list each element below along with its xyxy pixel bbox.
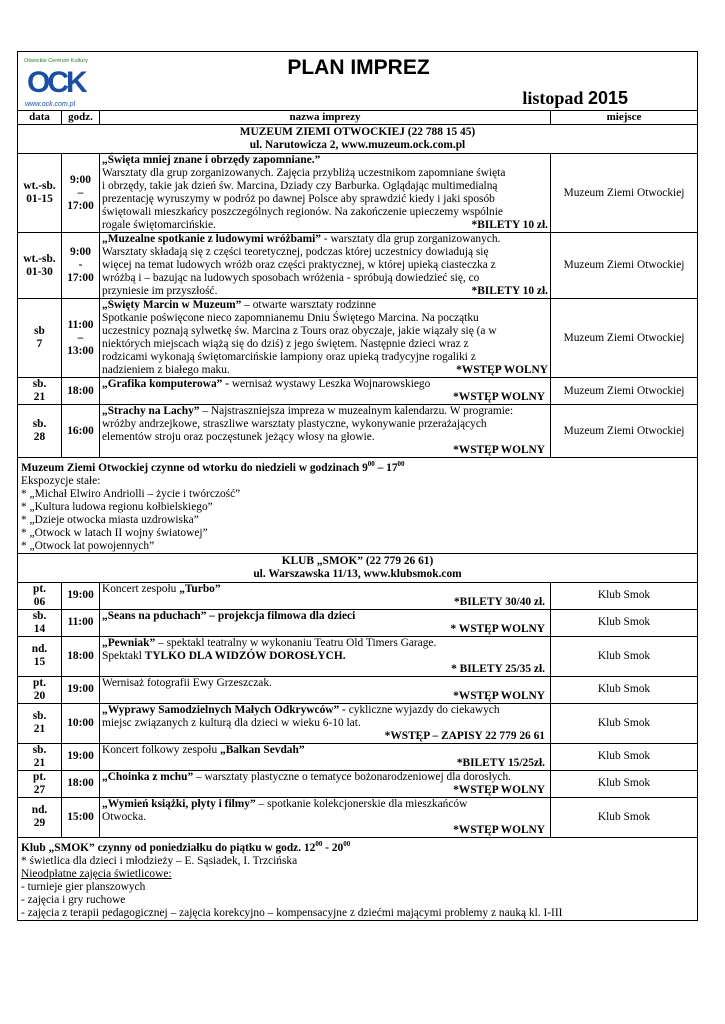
museum-address: ul. Narutowicza 2, www.muzeum.ock.com.pl (249, 139, 466, 151)
event-text-line2: miejsc związanych z kulturą dla dzieci w wieku 6-10 lat. (102, 716, 361, 729)
event-title: „Strachy na Lachy” (102, 405, 200, 417)
event-time-part: 17:00 (67, 199, 94, 212)
event-date-part: pt. (33, 676, 46, 689)
museum-hours-text: Muzeum Ziemi Otwockiej czynne od wtorku do niedzieli w godzinach 9 (21, 461, 368, 474)
event-text-line (102, 717, 548, 730)
museum-events (18, 154, 698, 458)
event-last-line (102, 364, 548, 377)
event-title-line (102, 233, 548, 246)
event-time: 19:00 (62, 582, 100, 609)
event-date-part: 01-15 (26, 193, 53, 205)
event-date-part: 21 (33, 391, 46, 403)
event-description (100, 797, 551, 837)
event-ticket: * BILETY 25/35 zł. (451, 662, 545, 675)
event-place: Klub Smok (551, 797, 698, 837)
exhibitions-label: Ekspozycje stałe: (21, 474, 101, 487)
event-title-rest: – Najstraszniejsza impreza w muzealnym kalendarzu. W programie: (199, 405, 514, 417)
event-title-line (102, 771, 548, 784)
event-text-line: Warsztaty składają się z części teoretycznej, podczas której uczestnicy dowiadują się (102, 246, 489, 258)
event-description (100, 582, 551, 609)
event-date (18, 233, 62, 299)
museum-hours-close: – 17 (374, 461, 398, 474)
smok-events (18, 582, 698, 837)
event-ticket: * WSTĘP WOLNY (450, 622, 545, 635)
event-text-line: rodzicami wykonają świętomarcińskie lampiony oraz upieką tradycyjne rogaliki z (102, 351, 476, 363)
event-description (100, 743, 551, 770)
event-text-last: rogale świętomarcińskie. (102, 219, 216, 231)
event-time-part: – (77, 331, 84, 344)
event-description (100, 676, 551, 703)
col-header-date: data (18, 111, 62, 125)
event-date-part: 01-30 (26, 265, 53, 278)
event-place: Muzeum Ziemi Otwockiej (551, 378, 698, 405)
event-place: Muzeum Ziemi Otwockiej (551, 154, 698, 233)
event-text-line: wróżby andrzejkowe, straszliwe warsztaty plastyczne, wykonywanie przerażających (102, 418, 487, 430)
event-title-line (102, 637, 548, 650)
event-date-part: 06 (33, 595, 46, 608)
event-title: „Pewniak” (102, 636, 156, 649)
event-time-part: - (78, 259, 83, 271)
event-date-part: 21 (33, 723, 46, 736)
month-year (522, 88, 628, 108)
event-date-part: sb. (32, 710, 47, 723)
event-ticket: *WSTĘP WOLNY (456, 364, 548, 376)
event-ticket: *BILETY 10 zł. (471, 219, 548, 231)
event-title: „Muzealne spotkanie z ludowymi wróżbami” (102, 233, 321, 245)
event-time-part: 11:00 (67, 318, 94, 331)
event-description (100, 636, 551, 676)
free-activity-item: - zajęcia i gry ruchowe (21, 893, 126, 906)
smok-event-row (18, 582, 698, 609)
logo-letters: OCK (27, 66, 85, 99)
event-place: Klub Smok (551, 582, 698, 609)
event-time-part: – (77, 186, 84, 199)
event-text-post: cykliczne wyjazdy do ciekawych (345, 703, 500, 716)
event-last-line (102, 285, 548, 298)
event-date-part: sb. (32, 743, 47, 756)
event-ticket: *WSTĘP – ZAPISY 22 779 26 61 (384, 729, 545, 742)
event-title-rest: wernisaż wystawy Leszka Wojnarowskiego (228, 378, 431, 390)
event-time-part: 13:00 (67, 344, 94, 357)
event-text-line: Spotkanie poświęcone nieco zapomnianemu Dniu Świętego Marcina. Na początku (102, 312, 479, 324)
event-date-part: sb. (32, 378, 47, 390)
smok-event-row (18, 770, 698, 797)
event-place: Klub Smok (551, 636, 698, 676)
col-header-place: miejsce (551, 111, 698, 125)
event-date-part: sb (34, 325, 45, 337)
event-date (18, 582, 62, 609)
event-place: Klub Smok (551, 743, 698, 770)
event-text-pre: Wernisaż fotografii Ewy Grzeszczak. (102, 676, 272, 689)
event-date-part: nd. (31, 643, 48, 656)
event-date-part: pt. (33, 582, 46, 595)
event-time: 15:00 (62, 797, 100, 837)
museum-event-row (18, 378, 698, 405)
event-text-line2: Otwocka. (102, 810, 146, 823)
event-title-line (102, 583, 548, 596)
free-activity-item: - zajęcia z terapii pedagogicznej – zajęcia korekcyjno – kompensacyjne z dziećmi mającymi problemy z nauką kl. I-III (21, 906, 563, 919)
event-date (18, 770, 62, 797)
event-time: 19:00 (62, 743, 100, 770)
event-place: Klub Smok (551, 676, 698, 703)
event-time-part: 9:00 (70, 246, 91, 258)
smok-info-line: * świetlica dla dzieci i młodzieży – E. Sąsiadek, I. Trzcińska (21, 854, 298, 867)
event-date-part: 7 (36, 338, 43, 350)
logo-caption: Otwockie Centrum Kultury (24, 58, 88, 64)
event-time (62, 299, 100, 378)
event-text-last: nadzieniem z białego maku. (102, 364, 230, 376)
event-place: Klub Smok (551, 770, 698, 797)
event-title-line (102, 154, 548, 167)
event-text-pre: Koncert zespołu (102, 582, 180, 595)
event-place: Muzeum Ziemi Otwockiej (551, 405, 698, 458)
event-time: 19:00 (62, 676, 100, 703)
event-date-part: 27 (33, 783, 46, 796)
event-title: „Choinka z mchu” (102, 770, 194, 783)
event-plan-page (17, 51, 698, 921)
event-date-part: 14 (33, 622, 46, 635)
event-title-line (102, 610, 548, 623)
event-text-line: świętowali mieszkańcy poszczególnych regionów. Na zakończenie upieczemy wspólnie (102, 206, 503, 218)
event-ticket: *WSTĘP WOLNY (453, 783, 545, 796)
museum-event-row (18, 299, 698, 378)
month-label: listopad (522, 88, 584, 108)
exhibition-item: * „Otwock w latach II wojny światowej” (21, 526, 208, 539)
event-title: „Grafika komputerowa” - (102, 378, 229, 390)
museum-hours (21, 458, 694, 475)
event-date (18, 743, 62, 770)
event-time (62, 378, 100, 405)
event-text-line: Warsztaty dla grup zorganizowanych. Zajęcia przybliżą uczestnikom zapomniane święta (102, 167, 506, 179)
event-ticket: *WSTĘP WOLNY (453, 444, 545, 456)
event-date-part: 29 (33, 817, 46, 830)
event-text-post: – spektakl teatralny w wykonaniu Teatru Old Timers Garage. (155, 636, 437, 649)
museum-event-row (18, 233, 698, 299)
smok-event-row (18, 797, 698, 837)
event-title: „Seans na pduchach” – projekcja filmowa dla dzieci (102, 609, 356, 622)
event-date-part: 20 (33, 689, 46, 702)
event-date (18, 797, 62, 837)
year-label: 2015 (587, 88, 628, 108)
title-row (18, 52, 698, 111)
event-date-part: wt.-sb. (23, 180, 56, 192)
museum-info-row (18, 458, 698, 554)
event-time (62, 233, 100, 299)
smok-event-row (18, 676, 698, 703)
event-title: „Wymień książki, płyty i filmy” (102, 797, 256, 810)
museum-section-header (18, 125, 698, 154)
col-header-time: godz. (62, 111, 100, 125)
event-date-part: 15 (33, 656, 46, 669)
event-title-line (102, 378, 548, 391)
event-title: „Święta mniej znane i obrzędy zapomniane.” (102, 154, 321, 166)
event-description (100, 233, 551, 299)
event-description (100, 299, 551, 378)
smok-info-lines (21, 855, 694, 868)
event-place: Muzeum Ziemi Otwockiej (551, 233, 698, 299)
event-date-part: sb. (32, 418, 47, 430)
event-title-rest: - warsztaty dla grup zorganizowanych. (320, 233, 501, 245)
event-ticket: *BILETY 15/25zł. (456, 756, 545, 769)
event-text-line: wróżbą i – bazując na ludowych sposobach wróżenia - spróbują dowiedzieć się, co (102, 272, 480, 284)
event-ticket: *WSTĘP WOLNY (453, 823, 545, 836)
event-date (18, 405, 62, 458)
smok-hours-text: Klub „SMOK” czynny od poniedziałku do piątku w godz. 12 (21, 841, 316, 854)
smok-hours-close-sup: 00 (343, 839, 351, 848)
event-date-part: nd. (31, 804, 48, 817)
event-time-part: 18:00 (67, 384, 94, 397)
museum-event-row (18, 405, 698, 458)
event-date (18, 676, 62, 703)
event-date-part: pt. (33, 770, 46, 783)
event-place: Muzeum Ziemi Otwockiej (551, 299, 698, 378)
smok-event-row (18, 609, 698, 636)
event-date-part: wt.-sb. (23, 252, 56, 265)
smok-name: KLUB „SMOK” (22 779 26 61) (281, 554, 434, 567)
page-title: PLAN IMPREZ (287, 56, 430, 79)
event-ticket: *BILETY 10 zł. (471, 285, 548, 297)
logo-url: www.ock.com.pl (25, 101, 76, 108)
event-text-post: – spotkanie kolekcjonerskie dla mieszkańców (255, 797, 468, 810)
event-ticket: *BILETY 30/40 zł. (453, 595, 545, 608)
museum-name: MUZEUM ZIEMI OTWOCKIEJ (22 788 15 45) (239, 126, 476, 138)
event-date (18, 703, 62, 743)
event-time (62, 405, 100, 458)
event-date (18, 636, 62, 676)
event-date-part: 21 (33, 756, 46, 769)
museum-hours-close-sup: 00 (397, 460, 405, 468)
event-description (100, 770, 551, 797)
event-text-line (102, 811, 548, 824)
smok-event-row (18, 636, 698, 676)
free-activities-list (21, 881, 694, 920)
event-text-pre: Koncert folkowy zespołu (102, 743, 220, 756)
event-text-line: więcej na temat ludowych wróżb oraz części praktycznej, w której upieką ciasteczka z (102, 259, 496, 271)
event-ticket: *WSTĘP WOLNY (453, 391, 545, 403)
event-date-part: 28 (33, 431, 46, 443)
event-description (100, 609, 551, 636)
museum-hours-open-sup: 00 (367, 460, 375, 468)
event-time-part: 16:00 (67, 424, 94, 437)
event-date (18, 609, 62, 636)
event-title: „Balkan Sevdah” (220, 743, 305, 756)
event-title: „Turbo” (179, 582, 221, 595)
free-activities-label: Nieodpłatne zajęcia świetlicowe: (21, 867, 172, 880)
event-title-line (102, 677, 548, 690)
event-date-part: sb. (32, 609, 47, 622)
event-title: „Wyprawy Samodzielnych Małych Odkrywców” - (102, 703, 346, 716)
event-text-line2: Spektakl (102, 649, 145, 662)
event-date (18, 378, 62, 405)
event-time: 10:00 (62, 703, 100, 743)
exhibition-item: * „Otwock lat powojennych” (21, 539, 155, 552)
event-date (18, 154, 62, 233)
event-time (62, 154, 100, 233)
event-time-part: 9:00 (70, 173, 91, 186)
event-text-post: – warsztaty plastyczne o tematyce bożonarodzeniowej dla dorosłych. (193, 770, 512, 783)
exhibition-item: * „Kultura ludowa regionu kołbielskiego” (21, 500, 213, 513)
museum-event-row (18, 154, 698, 233)
exhibition-item: * „Dzieje otwocka miasta uzdrowiska” (21, 513, 199, 526)
event-time: 18:00 (62, 636, 100, 676)
smok-hours (21, 838, 694, 855)
event-title-line (102, 798, 548, 811)
event-text-line: uczestnicy poznają sylwetkę św. Marcina z Tours oraz obyczaje, jakie wiązały się (a w (102, 325, 497, 337)
event-description (100, 405, 551, 458)
event-ticket: *WSTĘP WOLNY (453, 689, 545, 702)
event-description (100, 154, 551, 233)
smok-hours-open-sup: 00 (315, 839, 323, 848)
event-title: „Święty Marcin w Muzeum” (102, 299, 242, 311)
smok-hours-close: - 20 (322, 841, 344, 854)
event-title-line (102, 405, 548, 418)
event-description (100, 378, 551, 405)
exhibitions-list (21, 488, 694, 553)
event-date (18, 299, 62, 378)
event-time: 18:00 (62, 770, 100, 797)
smok-address: ul. Warszawska 11/13, www.klubsmok.com (253, 567, 462, 580)
smok-section-header (18, 553, 698, 582)
event-text-line: i obrzędy, takie jak dzień św. Marcina, Dziady czy Barburka. Oglądając multimedialną (102, 180, 498, 192)
event-title-rest: – otwarte warsztaty rodzinne (241, 299, 377, 311)
event-text-line (102, 650, 548, 663)
event-text-line: elementów stroju oraz poczęstunek jeżący włosy na głowie. (102, 431, 375, 443)
event-title-line (102, 299, 548, 312)
event-place: Klub Smok (551, 609, 698, 636)
event-title-line (102, 744, 548, 757)
event-plan-table (17, 51, 698, 921)
free-activity-item: - turnieje gier planszowych (21, 880, 146, 893)
event-text-line2-bold: TYLKO DLA WIDZÓW DOROSŁYCH. (144, 649, 346, 662)
event-time: 11:00 (62, 609, 100, 636)
col-header-event-name: nazwa imprezy (100, 111, 551, 125)
event-last-line (102, 219, 548, 232)
smok-info-row (18, 837, 698, 920)
column-header-row (18, 111, 698, 125)
event-place: Klub Smok (551, 703, 698, 743)
exhibition-item: * „Michał Elwiro Andriolli – życie i twórczość” (21, 487, 241, 500)
event-text-line: prezentację wyruszymy w podróż po dawnej Polsce aby sprawdzić kiedy i jaki sposób (102, 193, 495, 205)
event-text-line: niektórych miejscach wiążą się do dziś) z jego świętem. Następnie dzieci wraz z (102, 338, 469, 350)
event-description (100, 703, 551, 743)
event-text-last: przyniesie im przyszłość. (102, 285, 218, 297)
smok-event-row (18, 703, 698, 743)
event-title-line (102, 704, 548, 717)
event-time-part: 17:00 (67, 272, 94, 284)
smok-event-row (18, 743, 698, 770)
